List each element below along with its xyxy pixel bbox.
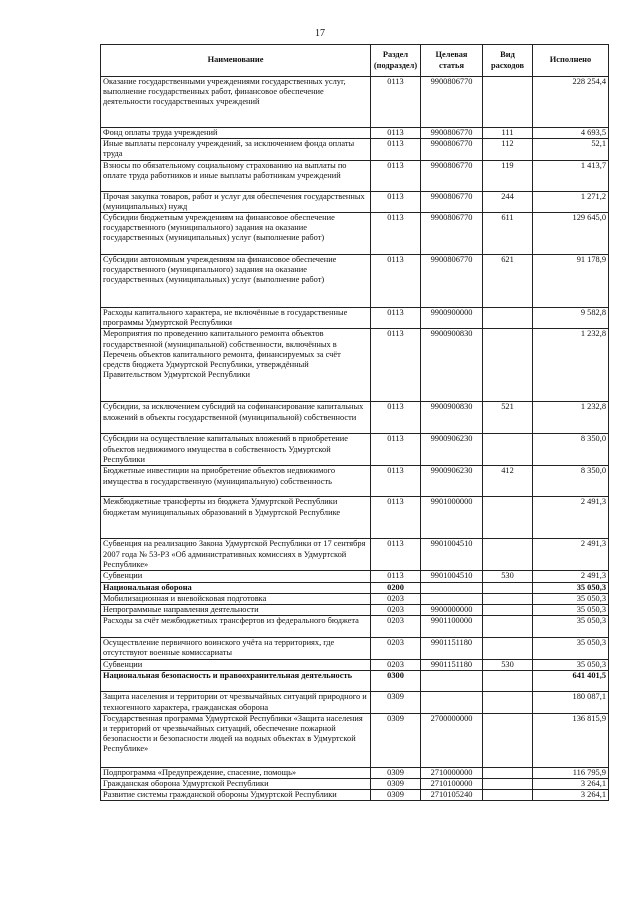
row-type: 244 [483,191,533,212]
row-article: 2700000000 [421,713,483,767]
table-row [101,329,609,402]
row-executed: 641 401,5 [533,671,609,692]
row-article: 9900906230 [421,434,483,466]
row-type [483,582,533,593]
table-row [101,539,609,571]
row-executed: 35 050,3 [533,616,609,638]
row-type [483,539,533,571]
table-row [101,191,609,212]
row-article: 9900806770 [421,255,483,308]
row-article: 9901151180 [421,660,483,671]
row-section: 0113 [371,213,421,255]
table-row [101,593,609,604]
row-name: Взносы по обязательному социальному страхованию на выплаты по оплате труда работников и иные выплаты работникам учреждений [101,160,371,191]
row-type [483,671,533,692]
row-type [483,779,533,790]
row-article: 9900806770 [421,213,483,255]
row-name: Защита населения и территории от чрезвычайных ситуаций природного и техногенного характера, гражданская оборона [101,692,371,713]
row-article: 9901151180 [421,638,483,660]
row-name: Субвенция на реализацию Закона Удмуртской Республики от 17 сентября 2007 года № 53-РЗ «Об административных комиссиях в Удмуртской Республике» [101,539,371,571]
row-type: 530 [483,571,533,582]
row-type: 119 [483,160,533,191]
row-type [483,616,533,638]
budget-table [100,44,609,801]
row-section: 0203 [371,660,421,671]
table-row [101,497,609,539]
row-article: 9900806770 [421,139,483,160]
row-type [483,329,533,402]
table-row [101,692,609,713]
row-executed: 129 645,0 [533,213,609,255]
table-row [101,790,609,801]
row-type: 112 [483,139,533,160]
row-section: 0113 [371,571,421,582]
row-article [421,593,483,604]
row-executed: 180 087,1 [533,692,609,713]
row-section: 0309 [371,692,421,713]
table-header-row [101,45,609,77]
table-row [101,77,609,128]
header-executed: Исполнено [533,45,609,77]
row-article [421,692,483,713]
row-article: 9901100000 [421,616,483,638]
row-name: Субвенции [101,660,371,671]
row-executed: 1 232,8 [533,402,609,434]
row-executed: 35 050,3 [533,605,609,616]
row-section: 0113 [371,128,421,139]
row-article: 9900906230 [421,466,483,497]
row-name: Гражданская оборона Удмуртской Республики [101,779,371,790]
table-row [101,571,609,582]
row-article: 9900806770 [421,191,483,212]
row-name: Прочая закупка товаров, работ и услуг для обеспечения государственных (муниципальных) нужд [101,191,371,212]
page-number: 17 [315,28,325,39]
row-section: 0309 [371,767,421,778]
row-executed: 35 050,3 [533,582,609,593]
row-executed: 3 264,1 [533,779,609,790]
row-name: Подпрограмма «Предупреждение, спасение, помощь» [101,767,371,778]
row-executed: 3 264,1 [533,790,609,801]
row-section: 0309 [371,713,421,767]
table-row [101,128,609,139]
row-executed: 4 693,5 [533,128,609,139]
row-name: Расходы капитального характера, не включённые в государственные программы Удмуртской Республики [101,308,371,329]
row-section: 0203 [371,616,421,638]
header-section: Раздел (подраздел) [371,45,421,77]
table-row [101,605,609,616]
row-name: Субсидии автономным учреждениям на финансовое обеспечение государственного (муниципального) задания на оказание государственных (муниципальных) услуг (выполнение работ) [101,255,371,308]
header-type: Вид расходов [483,45,533,77]
row-section: 0113 [371,139,421,160]
row-section: 0309 [371,790,421,801]
row-article: 2710105240 [421,790,483,801]
row-type: 530 [483,660,533,671]
row-type [483,692,533,713]
row-article: 9901000000 [421,497,483,539]
row-type [483,77,533,128]
row-name: Непрограммные направления деятельности [101,605,371,616]
row-name: Расходы за счёт межбюджетных трансфертов из федерального бюджета [101,616,371,638]
row-type [483,497,533,539]
table-row [101,767,609,778]
row-article: 2710000000 [421,767,483,778]
row-section: 0300 [371,671,421,692]
row-executed: 8 350,0 [533,434,609,466]
row-name: Субсидии бюджетным учреждениям на финансовое обеспечение государственного (муниципального) задания на оказание государственных (муниципальных) услуг (выполнение работ) [101,213,371,255]
row-section: 0113 [371,402,421,434]
row-type: 521 [483,402,533,434]
row-article: 9900900830 [421,402,483,434]
table-row [101,255,609,308]
row-name: Межбюджетные трансферты из бюджета Удмуртской Республики бюджетам муниципальных образований в Удмуртской Республике [101,497,371,539]
table-row [101,660,609,671]
row-type [483,767,533,778]
row-executed: 52,1 [533,139,609,160]
row-executed: 91 178,9 [533,255,609,308]
row-executed: 8 350,0 [533,466,609,497]
row-executed: 136 815,9 [533,713,609,767]
table-row [101,434,609,466]
table-row [101,713,609,767]
header-article: Целевая статья [421,45,483,77]
row-article [421,671,483,692]
row-executed: 228 254,4 [533,77,609,128]
row-type: 412 [483,466,533,497]
row-section: 0113 [371,160,421,191]
row-section: 0113 [371,497,421,539]
row-name: Фонд оплаты труда учреждений [101,128,371,139]
row-article: 9900000000 [421,605,483,616]
row-type: 111 [483,128,533,139]
table-row [101,466,609,497]
row-executed: 116 795,9 [533,767,609,778]
row-article [421,582,483,593]
row-section: 0113 [371,77,421,128]
row-section: 0203 [371,638,421,660]
row-article: 9901004510 [421,571,483,582]
row-section: 0113 [371,434,421,466]
row-type [483,713,533,767]
row-name: Национальная безопасность и правоохранительная деятельность [101,671,371,692]
row-executed: 2 491,3 [533,571,609,582]
table-row [101,139,609,160]
header-name: Наименование [101,45,371,77]
table-row [101,213,609,255]
row-name: Осуществление первичного воинского учёта на территориях, где отсутствуют военные комиссариаты [101,638,371,660]
row-section: 0113 [371,255,421,308]
row-section: 0309 [371,779,421,790]
row-name: Субвенции [101,571,371,582]
row-name: Субсидии на осуществление капитальных вложений в приобретение объектов недвижимого имущества в собственность Удмуртской Республики [101,434,371,466]
row-type: 611 [483,213,533,255]
row-section: 0203 [371,605,421,616]
row-section: 0113 [371,329,421,402]
row-executed: 35 050,3 [533,593,609,604]
row-executed: 35 050,3 [533,660,609,671]
row-article: 9900900000 [421,308,483,329]
row-name: Иные выплаты персоналу учреждений, за исключением фонда оплаты труда [101,139,371,160]
row-name: Бюджетные инвестиции на приобретение объектов недвижимого имущества в государственную (муниципальную) собственность [101,466,371,497]
table-row [101,160,609,191]
row-article: 9900806770 [421,160,483,191]
row-section: 0113 [371,191,421,212]
table-row [101,779,609,790]
row-section: 0113 [371,466,421,497]
row-article: 9900806770 [421,128,483,139]
row-name: Развитие системы гражданской обороны Удмуртской Республики [101,790,371,801]
row-name: Оказание государственными учреждениями государственных услуг, выполнение государственных работ, финансовое обеспечение деятельности государственных учреждений [101,77,371,128]
table-row [101,582,609,593]
row-name: Национальная оборона [101,582,371,593]
row-type [483,638,533,660]
row-section: 0113 [371,539,421,571]
row-executed: 1 232,8 [533,329,609,402]
row-article: 9900900830 [421,329,483,402]
row-executed: 1 271,2 [533,191,609,212]
row-article: 9901004510 [421,539,483,571]
row-section: 0203 [371,593,421,604]
row-executed: 2 491,3 [533,497,609,539]
row-executed: 35 050,3 [533,638,609,660]
row-type [483,434,533,466]
row-article: 2710100000 [421,779,483,790]
table-row [101,616,609,638]
row-executed: 1 413,7 [533,160,609,191]
table-row [101,638,609,660]
table-row [101,402,609,434]
row-type [483,605,533,616]
row-type [483,593,533,604]
row-type: 621 [483,255,533,308]
row-name: Субсидии, за исключением субсидий на софинансирование капитальных вложений в объекты государственной (муниципальной) собственности [101,402,371,434]
row-executed: 9 582,8 [533,308,609,329]
row-executed: 2 491,3 [533,539,609,571]
table-row [101,308,609,329]
row-article: 9900806770 [421,77,483,128]
row-name: Мероприятия по проведению капитального ремонта объектов государственной (муниципальной) собственности, включённых в Перечень объектов капитального ремонта, финансируемых за счёт средств бюджета Удмуртской Республики, утверждённый Правительством Удмуртской Республики [101,329,371,402]
row-name: Государственная программа Удмуртской Республики «Защита населения и территорий от чрезвычайных ситуаций, обеспечение пожарной безопасности и безопасности людей на водных объектах в Удмуртской Республике» [101,713,371,767]
row-name: Мобилизационная и вневойсковая подготовка [101,593,371,604]
row-type [483,308,533,329]
row-section: 0113 [371,308,421,329]
table-row [101,671,609,692]
row-type [483,790,533,801]
row-section: 0200 [371,582,421,593]
